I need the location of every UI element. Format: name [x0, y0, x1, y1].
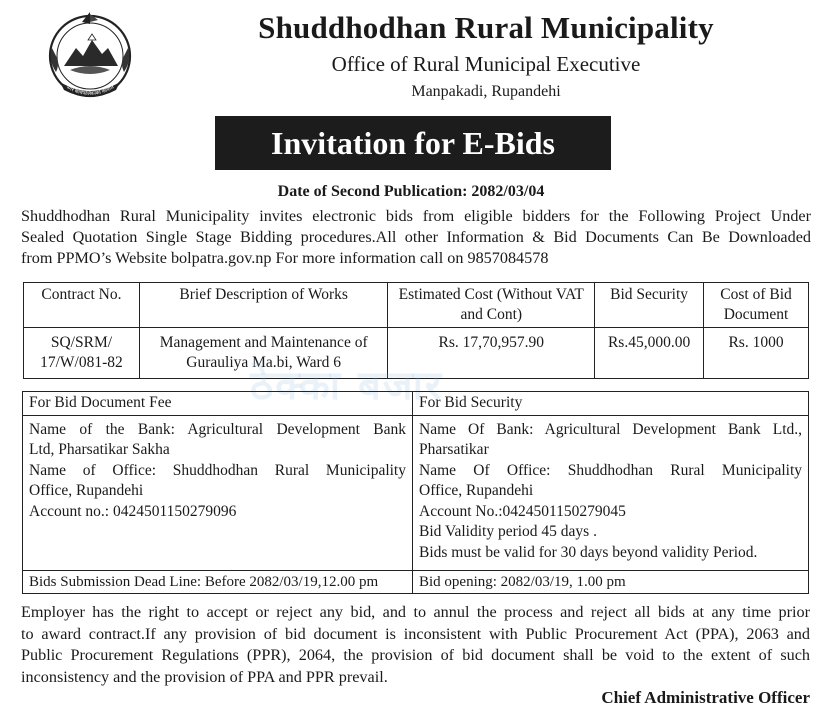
detail-line: Office, Rupandehi	[29, 482, 144, 499]
detail-line: Bids must be valid for 30 days beyond validity Period.	[419, 543, 758, 561]
header-bid-security: Bid Security	[595, 283, 704, 328]
submission-deadline: Bids Submission Dead Line: Before 2082/03/19,12.00 pm	[23, 570, 413, 594]
detail-line: Pharsatikar	[419, 441, 489, 458]
intro-line: Sealed Quotation Single Stage Bidding procedures.All other Information & Bid Documents Can Be Downloaded	[21, 228, 811, 246]
bank-table-header	[23, 392, 809, 416]
detail-line: Ltd, Pharsatikar Sakha	[29, 441, 170, 458]
contract-no: SQ/SRM/ 17/W/081-82	[24, 328, 140, 379]
intro-line: Shuddhodhan Rural Municipality invites electronic bids from eligible bidders for the Following Project Under	[21, 207, 811, 225]
nepal-government-emblem-icon	[42, 8, 138, 100]
detail-line: Name of Office: Shuddhodhan Rural Municipality	[29, 461, 406, 479]
bank-details-table	[22, 391, 809, 594]
office-address: Manpakadi, Rupandehi	[411, 83, 561, 100]
bid-document-fee-details	[23, 415, 413, 570]
municipality-name: Shuddhodhan Rural Municipality	[258, 10, 714, 45]
detail-line: Name Of Office: Shuddhodhan Rural Municipality	[419, 461, 802, 479]
office-name: Office of Rural Municipal Executive	[331, 52, 641, 76]
terms-line: Public Procurement Regulations (PPR), 2064, the provision of bid document shall be void to the extent of such	[21, 646, 810, 664]
bank-details-row	[23, 415, 809, 570]
bid-security-amount: Rs.45,000.00	[595, 328, 704, 379]
bid-security-header: For Bid Security	[413, 392, 809, 416]
bid-security-details	[413, 415, 809, 570]
terms-line: Employer has the right to accept or reject any bid, and to annul the process and reject all bids at any time prior	[21, 603, 810, 621]
watermark: ठेक्का बजार	[250, 363, 444, 409]
document-cost: Rs. 1000	[704, 328, 809, 379]
intro-paragraph	[21, 206, 811, 269]
terms-line: to award contract.If any provision of bid document is inconsistent with Public Procurement Act (PPA), 2063 and	[21, 624, 810, 643]
emblem-text: नगर कार्यपालिकाको कार्याल	[65, 84, 116, 98]
account-number: Account no.: 0424501150279096	[29, 502, 237, 520]
terms-paragraph	[21, 602, 810, 688]
header-description: Brief Description of Works	[139, 283, 388, 328]
detail-line: Name Of Bank: Agricultural Development Bank Ltd.,	[419, 420, 802, 438]
header-document-cost: Cost of Bid Document	[704, 283, 809, 328]
terms-line: inconsistency and the provision of PPA and PPR prevail.	[21, 667, 388, 686]
publication-date: Date of Second Publication: 2082/03/04	[277, 183, 545, 200]
account-number: Account No.:0424501150279045	[419, 502, 626, 520]
work-description: Management and Maintenance of Gurauliya Ma.bi, Ward 6	[139, 328, 388, 379]
notice-title: Invitation for E-Bids	[215, 116, 611, 170]
detail-line: Name of the Bank: Agricultural Development Bank	[29, 420, 406, 438]
detail-line: Office, Rupandehi	[419, 482, 534, 499]
intro-line: from PPMO’s Website bolpatra.gov.np For more information call on 9857084578	[21, 249, 549, 267]
header-contract-no: Contract No.	[24, 283, 140, 328]
works-table-header	[24, 283, 809, 328]
estimated-cost: Rs. 17,70,957.90	[388, 328, 595, 379]
bid-opening: Bid opening: 2082/03/19, 1.00 pm	[413, 570, 809, 594]
signatory-title: Chief Administrative Officer	[601, 688, 810, 707]
header-estimated-cost: Estimated Cost (Without VAT and Cont)	[388, 283, 595, 328]
bid-document-fee-header: For Bid Document Fee	[23, 392, 413, 416]
detail-line: Bid Validity period 45 days .	[419, 523, 597, 540]
deadline-row	[23, 570, 809, 594]
